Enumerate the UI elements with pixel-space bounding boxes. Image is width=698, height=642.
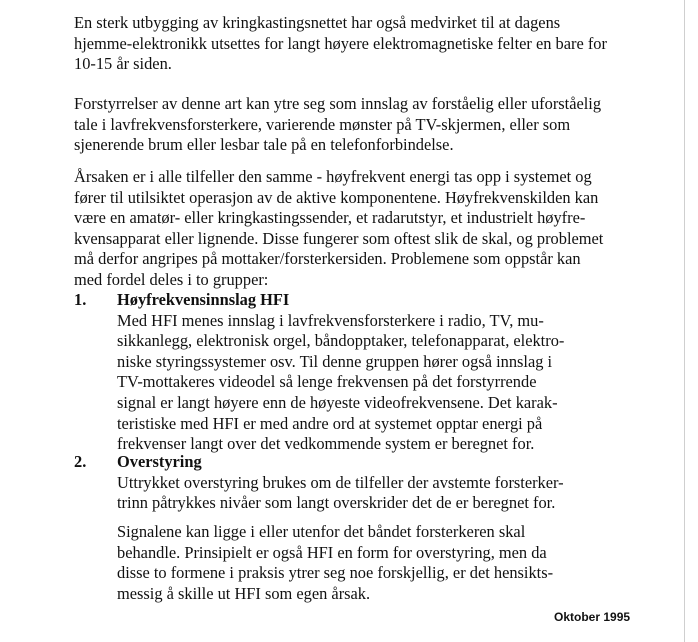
text-line: disse to formene i praksis ytrer seg noe forskjellig, er det hensikts- xyxy=(117,563,554,583)
text-line: trinn påtrykkes nivåer som langt overskrider det de er beregnet for. xyxy=(117,493,556,513)
text-line: med fordel deles i to grupper: xyxy=(74,269,269,289)
text-line: Med HFI menes innslag i lavfrekvensforsterkere i radio, TV, mu- xyxy=(117,310,544,330)
text-line: signal er langt høyere enn de høyeste videofrekvensene. Det karak- xyxy=(117,392,558,412)
text-line: frekvenser langt over det vedkommende system er beregnet for. xyxy=(117,434,535,454)
paragraph-overstyring-details xyxy=(117,522,637,604)
text-line: Årsaken er i alle tilfeller den samme - høyfrekvent energi tas opp i systemet og xyxy=(74,167,592,186)
list-item-hfi xyxy=(117,290,637,455)
text-line: hjemme-elektronikk utsettes for langt høyere elektromagnetiske felter en bare for xyxy=(74,33,607,53)
text-line: 10-15 år siden. xyxy=(74,54,172,74)
text-line: behandle. Prinsipielt er også HFI en form for overstyring, men da xyxy=(117,542,547,562)
text-line: En sterk utbygging av kringkastingsnettet har også medvirket til at dagens xyxy=(74,13,561,32)
section-heading-overstyring: Overstyring xyxy=(117,452,202,471)
text-line: kvensapparat eller lignende. Disse fungerer som oftest slik de skal, og problemet xyxy=(74,228,604,248)
text-line: sjenerende brum eller lesbar tale på en telefonforbindelse. xyxy=(74,135,454,155)
text-line: messig å skille ut HFI som egen årsak. xyxy=(117,583,371,603)
paragraph-cause xyxy=(74,167,634,291)
text-line: Forstyrrelser av denne art kan ytre seg som innslag av forståelig eller uforståelig xyxy=(74,94,602,113)
text-line: teristiske med HFI er med andre ord at systemet opptar energi på xyxy=(117,413,543,433)
paragraph-disturbances xyxy=(74,94,634,156)
list-item-overstyring xyxy=(117,452,637,514)
text-line: TV-mottakeres videodel så lenge frekvensen på det forstyrrende xyxy=(117,372,537,392)
text-line: niske styringssystemer osv. Til denne gruppen hører også innslag i xyxy=(117,351,553,371)
text-line: tale i lavfrekvensforsterkere, varierende mønster på TV-skjermen, eller som xyxy=(74,114,571,134)
text-line: fører til utilsiktet operasjon av de aktive komponentene. Høyfrekvenskilden kan xyxy=(74,187,599,207)
text-line: være en amatør- eller kringkastingssender, et radarutstyr, et industrielt høyfre- xyxy=(74,208,586,228)
text-line: Uttrykket overstyring brukes om de tilfeller der avstemte forsterker- xyxy=(117,472,564,492)
list-number-1: 1. xyxy=(74,290,87,309)
text-line: sikkanlegg, elektronisk orgel, båndopptaker, telefonapparat, elektro- xyxy=(117,331,565,351)
text-line: Signalene kan ligge i eller utenfor det båndet forsterkeren skal xyxy=(117,522,526,541)
footer-date: Oktober 1995 xyxy=(554,610,631,624)
section-heading-hfi: Høyfrekvensinnslag HFI xyxy=(117,290,290,309)
paragraph-intro xyxy=(74,13,634,75)
list-number-2: 2. xyxy=(74,452,87,471)
text-line: må derfor angripes på mottaker/forsterkersiden. Problemene som oppstår kan xyxy=(74,249,581,269)
page-margin xyxy=(685,0,698,642)
